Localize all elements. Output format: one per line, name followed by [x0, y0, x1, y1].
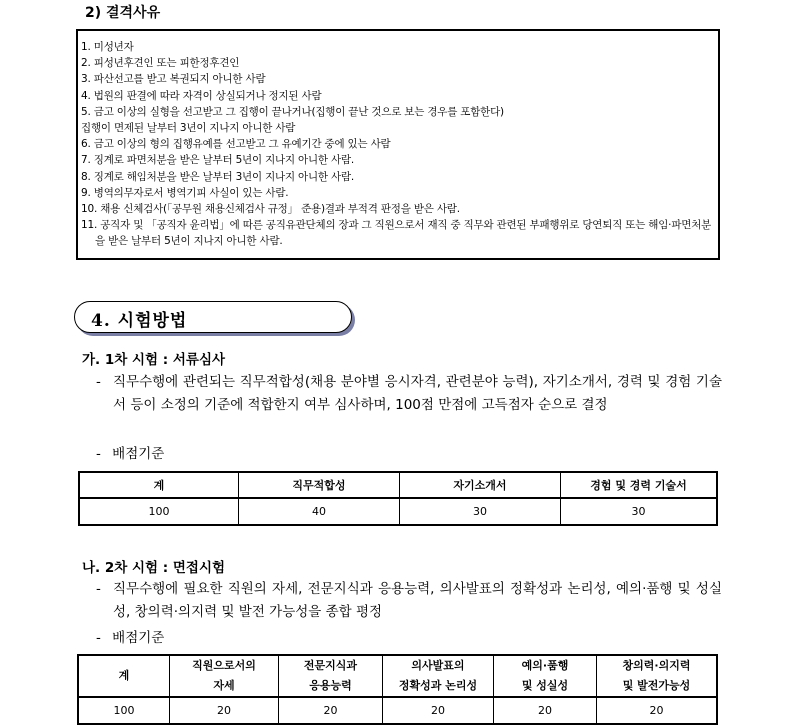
header-line: 정확성과 논리성 [398, 679, 478, 692]
dash-marker: - [96, 581, 101, 597]
header-line: 의사발표의 [411, 659, 465, 672]
table-header-cell: 경험 및 경력 기술서 [561, 472, 718, 498]
first-exam-score-table [78, 471, 718, 526]
table-header-cell [279, 655, 383, 697]
disqualification-item: 6. 금고 이상의 형의 집행유예를 선고받고 그 유예기간 중에 있는 사람 [81, 138, 391, 151]
table-header-cell [383, 655, 494, 697]
second-exam-title: 나. 2차 시험 : 면접시험 [82, 560, 226, 576]
dash-marker: - [96, 374, 101, 390]
dash-marker: - [96, 446, 101, 462]
table-cell: 20 [383, 697, 494, 724]
table-cell: 30 [561, 498, 718, 525]
disqualification-item: 4. 법원의 판결에 따라 자격이 상실되거나 정지된 사람 [81, 89, 322, 102]
table-cell: 100 [78, 697, 170, 724]
disqualification-item: 7. 징계로 파면처분을 받은 날부터 5년이 지나지 아니한 사람. [81, 154, 355, 167]
disqualification-item: 10. 채용 신체검사(「공무원 채용신체검사 규정」 준용)결과 부적격 판정을 받은 사람. [81, 203, 460, 216]
first-exam-title: 가. 1차 시험 : 서류심사 [82, 352, 226, 368]
first-exam-desc-text: 직무수행에 관련되는 직무적합성(채용 분야별 응시자격, 관련분야 능력), 자기소개서, 경력 및 경험 기술서 등이 소정의 기준에 적합한지 여부 심사하며, 100점 만점에 고득점자 순으로 결정 [113, 374, 722, 413]
table-header-cell: 계 [79, 472, 239, 498]
table-row [79, 498, 717, 525]
disqualification-item: 3. 파산선고를 받고 복권되지 아니한 사람 [81, 73, 266, 86]
table-cell: 20 [494, 697, 597, 724]
table-cell: 100 [79, 498, 239, 525]
table-header-cell: 직무적합성 [239, 472, 400, 498]
disqualification-item: 2. 피성년후견인 또는 피한정후견인 [81, 57, 240, 70]
table-header-row [79, 472, 717, 498]
section-2-title: 2) 결격사유 [85, 5, 161, 21]
header-line: 계 [118, 669, 130, 682]
disqualification-item: 5. 금고 이상의 실형을 선고받고 그 집행이 끝나거나(집행이 끝난 것으로 보는 경우를 포함한다) [81, 105, 504, 118]
second-exam-desc-text: 직무수행에 필요한 직원의 자세, 전문지식과 응용능력, 의사발표의 정확성과 논리성, 예의·품행 및 성실성, 창의력·의지력 및 발전 가능성을 종합 평정 [113, 581, 722, 620]
first-criteria-line [96, 442, 164, 462]
header-line: 및 성실성 [521, 679, 569, 692]
first-criteria-label: 배점기준 [112, 446, 165, 462]
table-cell: 30 [400, 498, 561, 525]
disqualification-box [76, 29, 720, 260]
first-exam-description [96, 371, 722, 416]
dash-marker: - [96, 630, 101, 646]
table-row [78, 697, 717, 724]
second-exam-description [96, 578, 722, 623]
disqualification-item: 1. 미성년자 [81, 41, 134, 53]
header-line: 및 발전가능성 [622, 679, 691, 692]
table-header-row [78, 655, 717, 697]
table-header-cell: 자기소개서 [400, 472, 561, 498]
table-header-cell [494, 655, 597, 697]
header-line: 응용능력 [309, 679, 352, 692]
table-cell: 20 [279, 697, 383, 724]
header-line: 창의력·의지력 [622, 659, 691, 672]
header-line: 자세 [213, 679, 235, 692]
disqualification-item: 8. 징계로 해임처분을 받은 날부터 3년이 지나지 아니한 사람. [81, 170, 355, 183]
table-header-cell [597, 655, 718, 697]
section-4-heading-box [74, 301, 352, 333]
table-header-cell [78, 655, 170, 697]
table-header-cell [170, 655, 279, 697]
section-4-title: 4. 시험방법 [91, 311, 188, 331]
disqualification-item: 11. 공직자 및 「공직자 윤리법」에 따른 공직유관단체의 장과 그 직원으로서 재직 중 직무와 관련된 부패행위로 당연퇴직 또는 해임·파면처분을 받은 날부터 5년이 지나지 아니한 사람. [81, 219, 712, 248]
second-criteria-label: 배점기준 [112, 630, 165, 646]
second-criteria-line [96, 626, 164, 646]
disqualification-item: 집행이 면제된 날부터 3년이 지나지 아니한 사람 [81, 122, 296, 135]
disqualification-item: 9. 병역의무자로서 병역기피 사실이 있는 사람. [81, 186, 289, 199]
header-line: 전문지식과 [303, 659, 358, 672]
table-cell: 20 [170, 697, 279, 724]
header-line: 직원으로서의 [192, 659, 256, 672]
second-exam-score-table [77, 654, 718, 725]
header-line: 예의·품행 [521, 659, 569, 672]
table-cell: 20 [597, 697, 718, 724]
table-cell: 40 [239, 498, 400, 525]
